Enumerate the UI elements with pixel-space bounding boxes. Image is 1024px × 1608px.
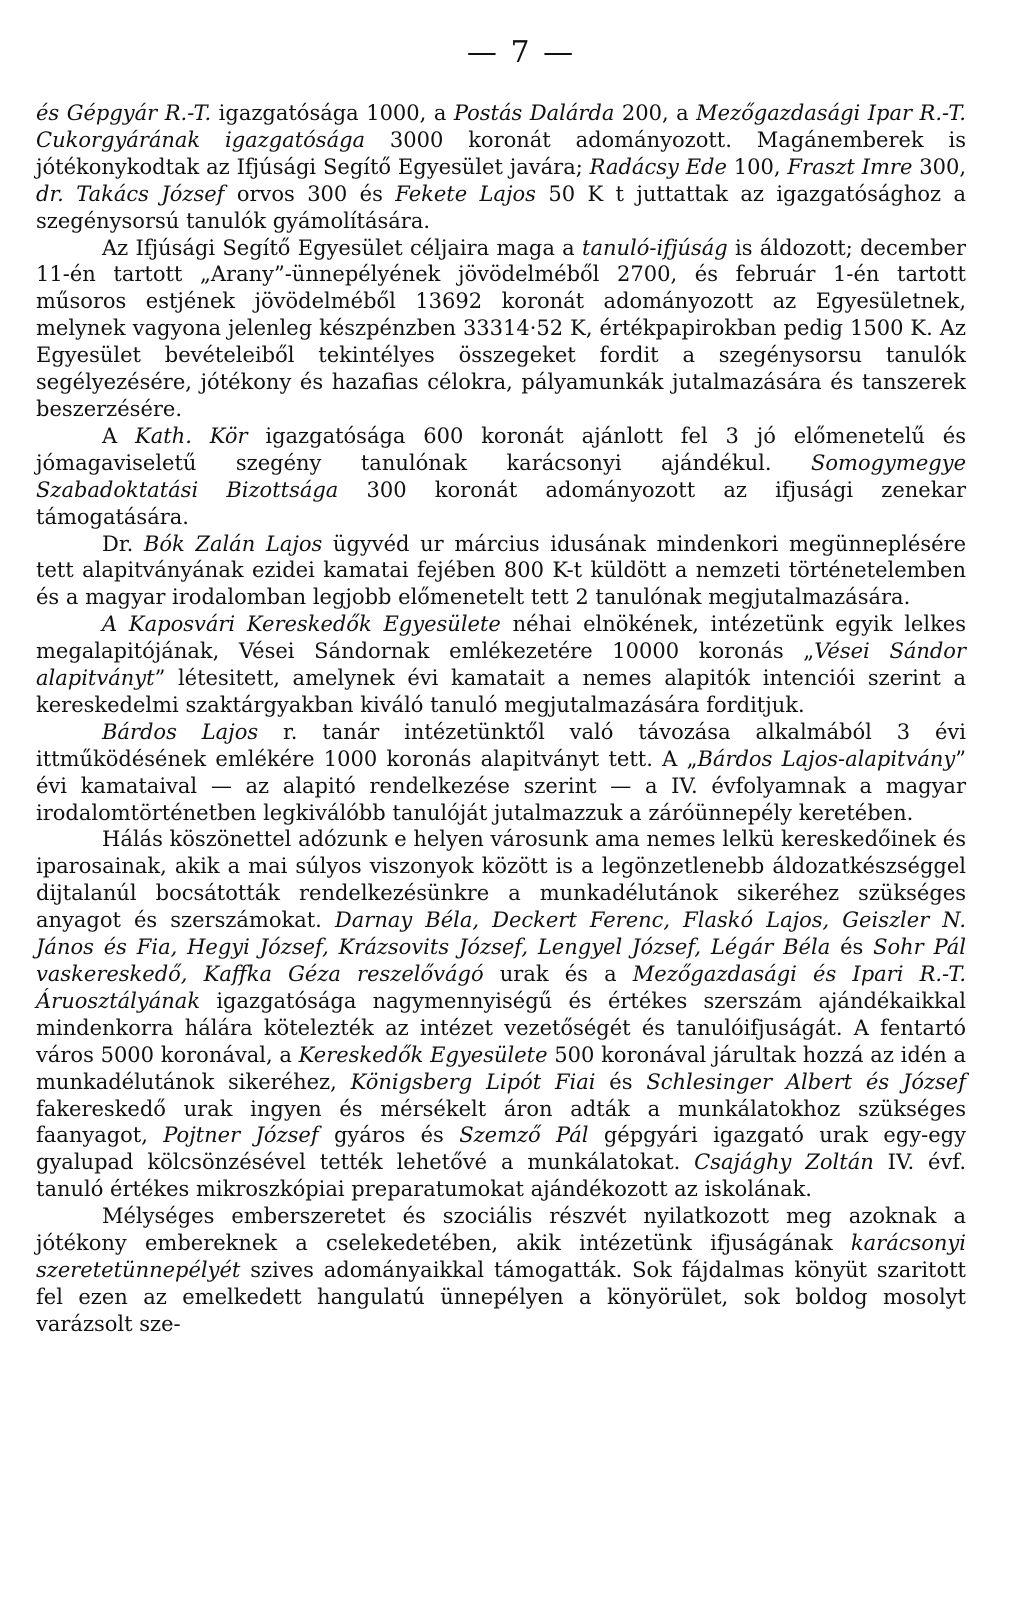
text-run: szives adományaikkal támogatták. Sok fájdalmas könyüt szaritott fel ezen az emelkedett hangulatú ünnepélyen a könyörület, sok boldog mosolyt varázsolt sze- bbox=[36, 1257, 966, 1336]
italic-text-run: Somogymegye Szabadoktatási Bizottsága bbox=[36, 450, 966, 502]
text-run: is áldozott; december 11-én tartott „Arany”-ünnepélyének jövödelméből 2700, és február 1-én tartott műsoros estjének jövödelméből 13692 koronát adományozott az Egyesületnek, melynek vagyona jelenleg készpénzben 33314·52 K, értékpapirokban pedig 1500 K. Az Egyesület bevételeiből tekintélyes összegeket fordit a szegénysorsu tanulók segélyezésére, jótékony és hazafias célokra, pályamunkák jutalmazására és tanszerek beszerzésére. bbox=[36, 235, 966, 421]
italic-text-run: Bók Zalán Lajos bbox=[143, 531, 323, 556]
italic-text-run: Fekete Lajos bbox=[395, 181, 536, 206]
italic-text-run: Bárdos Lajos bbox=[102, 719, 259, 744]
text-run: 300 koronát adományozott az ifjusági zenekar támogatására. bbox=[36, 477, 967, 529]
text-run: Hálás köszönettel adózunk e helyen városunk ama nemes lelkü kereskedőinek és iparosainak, akik a mai súlyos viszonyok között is a legönzetlenebb áldozatkészséggel dijtalanúl bocsátották rendelkezésünkre a munkadélutánok sikeréhez szükséges anyagot és szerszámokat. bbox=[36, 827, 966, 933]
italic-text-run: Pojtner József bbox=[163, 1123, 319, 1148]
text-run: 500 koronával járultak hozzá az idén a munkadélutánok sikeréhez, bbox=[36, 1042, 966, 1094]
italic-text-run: tanuló-ifjúság bbox=[582, 235, 728, 260]
italic-text-run: Mezőgazdasági Ipar R.-T. Cukorgyárának igazgatósága bbox=[36, 101, 966, 152]
text-run: igazgatósága nagymennyiségű és értékes szerszám ajándékaikkal mindenkorra hálára kötelezték az intézet vezetőségét és tanulóifjuságát. A fentartó város 5000 koronával, a bbox=[36, 988, 966, 1067]
italic-text-run: Schlesinger Albert és József bbox=[646, 1069, 966, 1094]
paragraph bbox=[36, 826, 966, 1203]
text-run: 300, bbox=[912, 154, 966, 179]
body-text bbox=[36, 100, 966, 1338]
text-run: ” létesitett, amelynek évi kamatait a nemes alapitók intenciói szerint a kereskedelmi szaktárgyakban kiváló tanuló megjutalmazására forditjuk. bbox=[36, 666, 966, 717]
italic-text-run: Kath. Kör bbox=[135, 423, 248, 448]
text-run: IV. évf. tanuló értékes mikroszkópiai preparatumokat ajándékozott az iskolának. bbox=[36, 1150, 967, 1202]
text-run: fakereskedő urak ingyen és mérsékelt áron adták a munkálatokhoz szükséges faanyagot, bbox=[36, 1096, 966, 1148]
text-run: Az Ifjúsági Segítő Egyesület céljaira maga a bbox=[102, 235, 583, 260]
italic-text-run: Bárdos Lajos-alapitvány bbox=[697, 746, 956, 771]
paragraph bbox=[36, 531, 966, 612]
text-run: igazgatósága 600 koronát ajánlott fel 3 jó előmenetelű és jómagaviseletű szegény tanulónak karácsonyi ajándékul. bbox=[36, 423, 966, 475]
italic-text-run: Kereskedők Egyesülete bbox=[298, 1042, 548, 1067]
italic-text-run: Csajághy Zoltán bbox=[694, 1150, 874, 1175]
text-run: 200, a bbox=[614, 101, 697, 125]
text-run: ügyvéd ur március idusának mindenkori megünneplésére tett alapitványának ezidei kamatai fejében 800 K-t küldött a nemzeti történetelemben és a magyar irodalomban legjobb előmenetelt tett 2 tanulónak megjutalmazására. bbox=[36, 531, 967, 610]
paragraph bbox=[36, 235, 966, 423]
italic-text-run: Darnay Béla, Deckert Ferenc, Flaskó Lajos, Geiszler N. János és Fia, Hegyi József, Krázsovits József, Lengyel József, Légár Béla bbox=[36, 908, 966, 960]
italic-text-run: és Gépgyár R.-T. bbox=[36, 101, 212, 125]
text-run: A bbox=[102, 423, 136, 448]
text-run: r. tanár intézetünktől való távozása alkalmából 3 évi ittműködésének emlékére 1000 koronás alapitványt tett. A „ bbox=[36, 719, 966, 771]
text-run: 100, bbox=[726, 154, 788, 179]
paragraph bbox=[36, 423, 966, 531]
italic-text-run: Mezőgazdasági és Ipari R.-T. Áruosztályának bbox=[36, 962, 966, 1013]
italic-text-run: Sohr Pál vaskereskedő, Kaffka Géza reszelővágó bbox=[36, 935, 966, 986]
text-run: és bbox=[595, 1069, 647, 1094]
text-run: 3000 koronát adományozott. Magánemberek is jótékonykodtak az Ifjúsági Segítő Egyesület javára; bbox=[36, 127, 966, 179]
paragraph bbox=[36, 719, 966, 827]
paragraph bbox=[36, 1203, 966, 1338]
paragraph bbox=[36, 611, 966, 719]
italic-text-run: Vései Sándor alapitványt bbox=[36, 639, 966, 691]
italic-text-run: Szemző Pál bbox=[459, 1123, 589, 1148]
italic-text-run: Postás Dalárda bbox=[453, 101, 615, 125]
italic-text-run: dr. Takács József bbox=[36, 181, 225, 206]
text-run: Dr. bbox=[102, 531, 144, 556]
text-run: igazgatósága 1000, a bbox=[211, 101, 454, 125]
italic-text-run: Fraszt Imre bbox=[787, 154, 913, 179]
text-run: Mélységes emberszeretet és szociális részvét nyilatkozott meg azoknak a jótékony embereknek a cselekedetében, akik intézetünk ifjuságának bbox=[36, 1204, 966, 1256]
paragraph bbox=[36, 100, 966, 235]
text-run: orvos 300 és bbox=[224, 181, 396, 206]
text-run: néhai elnökének, intézetünk egyik lelkes megalapitójának, Vései Sándornak emlékezetére 10000 koronás „ bbox=[36, 612, 966, 664]
italic-text-run: Königsberg Lipót Fiai bbox=[350, 1069, 596, 1094]
italic-text-run: A Kaposvári Kereskedők Egyesülete bbox=[102, 612, 501, 637]
italic-text-run: karácsonyi szeretetünnepélyét bbox=[36, 1231, 966, 1282]
page-number: — 7 — bbox=[466, 35, 576, 70]
text-run: 50 K t juttattak az igazgatósághoz a szegénysorsú tanulók gyámolítására. bbox=[36, 181, 966, 233]
text-run: gyáros és bbox=[318, 1123, 460, 1148]
text-run: urak és a bbox=[483, 962, 633, 986]
text-run: és bbox=[830, 935, 874, 960]
text-run: ” évi kamataival — az alapitó rendelkezése szerint — a IV. évfolyamnak a magyar irodalomtörténetben legkiválóbb tanulóját jutalmazzuk a záróünnepély keretében. bbox=[36, 746, 966, 825]
text-run: gépgyári igazgató urak egy-egy gyalupad kölcsönzésével tették lehetővé a munkálatokat. bbox=[36, 1123, 966, 1175]
italic-text-run: Radácsy Ede bbox=[589, 154, 727, 179]
